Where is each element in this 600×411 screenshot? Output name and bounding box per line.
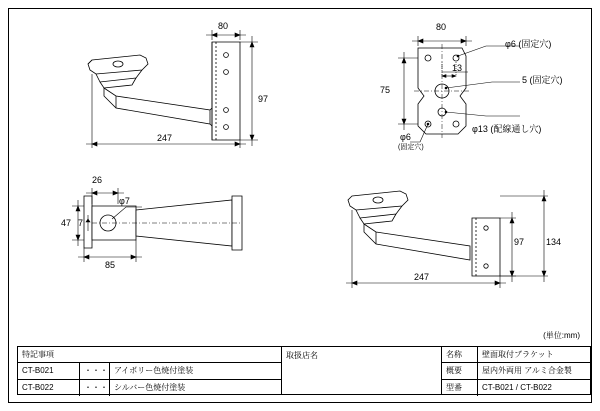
notes-code-1: CT-B021 bbox=[18, 363, 80, 378]
notes-sep-1: ・・・ bbox=[80, 363, 110, 378]
dim-topview-85: 85 bbox=[105, 260, 116, 270]
dim-base-width-80: 80 bbox=[436, 22, 447, 32]
notes-sep-2: ・・・ bbox=[80, 380, 110, 396]
dim-topview-26: 26 bbox=[92, 175, 103, 185]
dim-top-left-height-97: 97 bbox=[258, 94, 269, 104]
note-phi6-bottom: φ6 bbox=[400, 132, 411, 142]
note-phi6-bottom-sub: (固定穴) bbox=[398, 144, 424, 151]
note-phi13: φ13 (配線通し穴) bbox=[472, 124, 542, 134]
unit-note: (単位:mm) bbox=[543, 331, 580, 340]
notes-header-row bbox=[18, 347, 281, 363]
spec-row-model bbox=[442, 380, 590, 396]
dim-topview-47: 47 bbox=[61, 218, 72, 228]
dim-top-left-length-247: 247 bbox=[157, 133, 173, 143]
note-phi6-top: φ6 (固定穴) bbox=[505, 39, 552, 49]
spec-value-model: CT-B021 / CT-B022 bbox=[482, 383, 552, 393]
spec-key-overview: 概要 bbox=[442, 363, 478, 378]
spec-table bbox=[442, 346, 591, 395]
shop-table bbox=[282, 346, 442, 395]
notes-row-2 bbox=[18, 380, 281, 396]
notes-desc-1: アイボリー色焼付塗装 bbox=[114, 366, 194, 376]
dim-base-height-75: 75 bbox=[380, 85, 391, 95]
view-mid-left-topview bbox=[72, 188, 242, 262]
notes-code-2: CT-B022 bbox=[18, 380, 80, 396]
dim-topview-7: 7 bbox=[78, 218, 84, 228]
spec-key-name: 名称 bbox=[442, 347, 478, 362]
spec-value-overview: 屋内外両用 アルミ合金製 bbox=[482, 366, 572, 376]
note-hole-5: 5 (固定穴) bbox=[522, 75, 563, 85]
dim-br-134: 134 bbox=[546, 237, 562, 247]
spec-value-name: 壁面取付ブラケット bbox=[482, 350, 554, 360]
dim-base-pitch-13: 13 bbox=[452, 63, 463, 73]
dim-br-247: 247 bbox=[414, 272, 430, 282]
dim-top-left-width-80: 80 bbox=[218, 21, 229, 31]
dim-topview-phi7: φ7 bbox=[119, 196, 130, 206]
spec-row-overview bbox=[442, 363, 590, 379]
notes-row-1 bbox=[18, 363, 281, 379]
spec-row-name bbox=[442, 347, 590, 363]
dim-br-97: 97 bbox=[514, 237, 525, 247]
notes-header-label: 特記事項 bbox=[22, 350, 54, 360]
notes-table bbox=[17, 346, 282, 395]
spec-key-model: 型番 bbox=[442, 380, 478, 396]
notes-desc-2: シルバー色焼付塗装 bbox=[114, 383, 186, 393]
shop-label: 取扱店名 bbox=[286, 351, 318, 360]
view-top-left-bracket bbox=[86, 30, 258, 148]
